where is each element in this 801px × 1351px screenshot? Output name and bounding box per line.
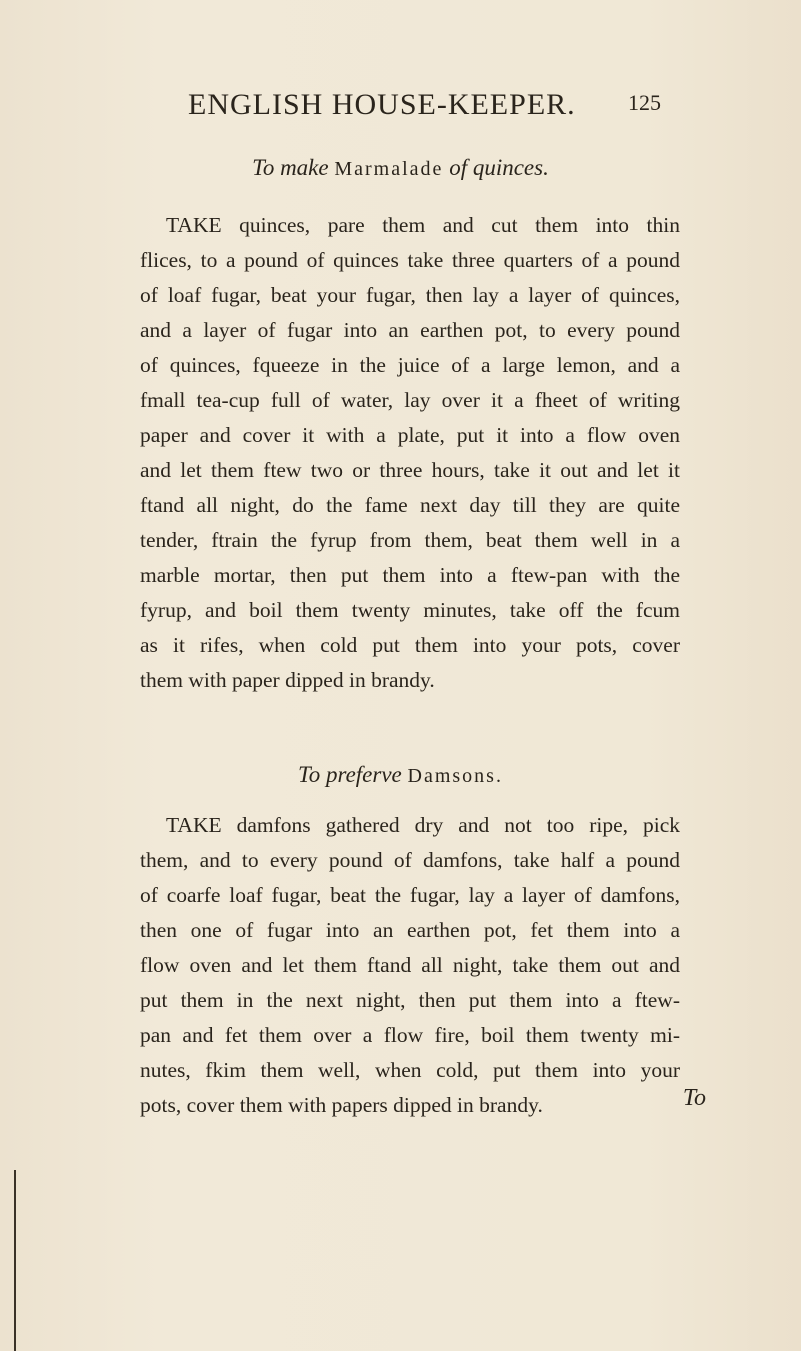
text-line: and a layer of fugar into an earthen pot, to every pound [140, 318, 680, 342]
recipe-text-marmalade [140, 208, 680, 698]
text-line: marble mortar, then put them into a ftew-pan with the [140, 563, 680, 587]
text-line: them, and to every pound of damfons, take half a pound [140, 848, 680, 872]
page-edge-shadow [14, 1170, 16, 1351]
heading-prefix: To preferve [298, 762, 402, 787]
heading-main: Marmalade [334, 158, 444, 180]
text-line: TAKE quinces, pare them and cut them into thin [166, 213, 680, 237]
text-line: fmall tea-cup full of water, lay over it a fheet of writing [140, 388, 680, 412]
heading-prefix: To make [252, 155, 329, 180]
text-line: as it rifes, when cold put them into your pots, cover [140, 633, 680, 657]
text-line: flow oven and let them ftand all night, take them out and [140, 953, 680, 977]
text-line: of coarfe loaf fugar, beat the fugar, lay a layer of damfons, [140, 883, 680, 907]
catchword: To [682, 1085, 706, 1111]
text-line: paper and cover it with a plate, put it into a flow oven [140, 423, 680, 447]
text-line: tender, ftrain the fyrup from them, beat them well in a [140, 528, 680, 552]
page-number: 125 [628, 90, 661, 115]
text-line: fyrup, and boil them twenty minutes, take off the fcum [140, 598, 680, 622]
heading-main: Damsons. [407, 765, 503, 787]
recipe-heading-marmalade [0, 155, 801, 181]
text-line: and let them ftew two or three hours, take it out and let it [140, 458, 680, 482]
text-line: then one of fugar into an earthen pot, fet them into a [140, 918, 680, 942]
text-line: of quinces, fqueeze in the juice of a large lemon, and a [140, 353, 680, 377]
text-line: put them in the next night, then put them into a ftew- [140, 988, 680, 1012]
text-line: ftand all night, do the fame next day till they are quite [140, 493, 680, 517]
heading-suffix: of quinces. [449, 155, 549, 180]
text-line: pots, cover them with papers dipped in brandy. [140, 1093, 543, 1117]
recipe-heading-damsons [0, 762, 801, 788]
text-line: nutes, fkim them well, when cold, put them into your [140, 1058, 680, 1082]
text-line: TAKE damfons gathered dry and not too ripe, pick [166, 813, 680, 837]
recipe-text-damsons [140, 808, 680, 1123]
text-line: pan and fet them over a flow fire, boil them twenty mi- [140, 1023, 680, 1047]
text-line: of loaf fugar, beat your fugar, then lay a layer of quinces, [140, 283, 680, 307]
text-line: flices, to a pound of quinces take three quarters of a pound [140, 248, 680, 272]
running-head [0, 88, 801, 128]
text-line: them with paper dipped in brandy. [140, 668, 435, 692]
running-title: ENGLISH HOUSE-KEEPER. [188, 88, 576, 121]
